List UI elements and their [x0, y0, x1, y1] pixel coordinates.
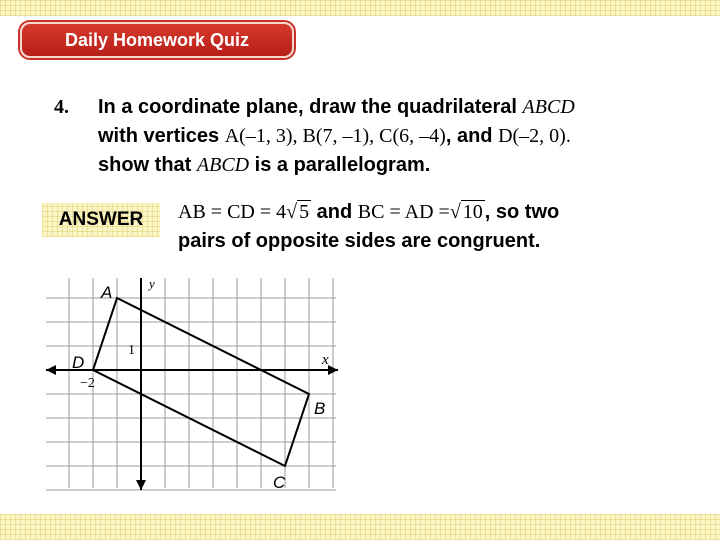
question-number: 4.: [54, 96, 69, 118]
answer-label: ANSWER: [42, 203, 160, 237]
quadrilateral-name-2: ABCD: [196, 154, 250, 176]
coordinate-graph: [44, 274, 344, 504]
answer-text: [178, 198, 698, 256]
vertex-b: B(7, –1): [302, 125, 370, 147]
top-decorative-band: [0, 0, 720, 16]
y-axis-label: y: [149, 276, 155, 291]
bottom-decorative-band: [0, 514, 720, 540]
question-line-2: with vertices A(–1, 3), B(7, –1), C(6, –4), and D(–2, 0).: [98, 125, 571, 147]
question-text: [98, 93, 698, 180]
quiz-title: Daily Homework Quiz: [64, 30, 250, 50]
equation-ab-cd: AB = CD = 4: [178, 201, 287, 223]
equation-bc-ad: BC = AD =: [357, 201, 450, 223]
quiz-title-tab: [20, 22, 294, 58]
quadrilateral-abcd: [93, 298, 309, 466]
vertex-d: D(–2, 0): [498, 125, 566, 147]
question-and: , and: [445, 125, 499, 147]
question-line-3-text: show that: [98, 154, 197, 176]
vertex-label-b: B: [314, 399, 326, 418]
y-tick-label: 1: [128, 343, 135, 358]
vertex-label-d: D: [72, 353, 85, 372]
radicand-5: 5: [299, 201, 310, 223]
vertex-a: A(–1, 3): [224, 125, 293, 147]
question-line-2-text: with vertices: [98, 125, 225, 147]
question-line-3-end: is a parallelogram.: [249, 154, 431, 176]
vertex-label-c: C: [273, 473, 286, 492]
question-line-1-text: In a coordinate plane, draw the quadrilateral: [98, 96, 523, 118]
vertex-c: C(6, –4): [379, 125, 446, 147]
question-line-3: [98, 151, 698, 180]
sqrt-symbol: √: [286, 201, 298, 223]
y-axis-arrow-down: [136, 480, 146, 490]
conclusion-text-1: , so two: [484, 201, 560, 223]
x-tick-label: −2: [80, 376, 95, 391]
quadrilateral-name: ABCD: [522, 96, 575, 118]
vertex-label-a: A: [101, 283, 113, 302]
answer-line-2: [178, 227, 698, 256]
x-axis-label: x: [322, 352, 329, 368]
and-text: and: [311, 201, 358, 223]
radicand-10: 10: [462, 201, 483, 223]
answer-line-1: [178, 198, 698, 227]
sqrt-symbol-2: √: [449, 201, 461, 223]
conclusion-text-2: pairs of opposite sides are congruent.: [178, 230, 541, 252]
x-axis-arrow-left: [46, 365, 56, 375]
question-line-1: [98, 93, 698, 122]
